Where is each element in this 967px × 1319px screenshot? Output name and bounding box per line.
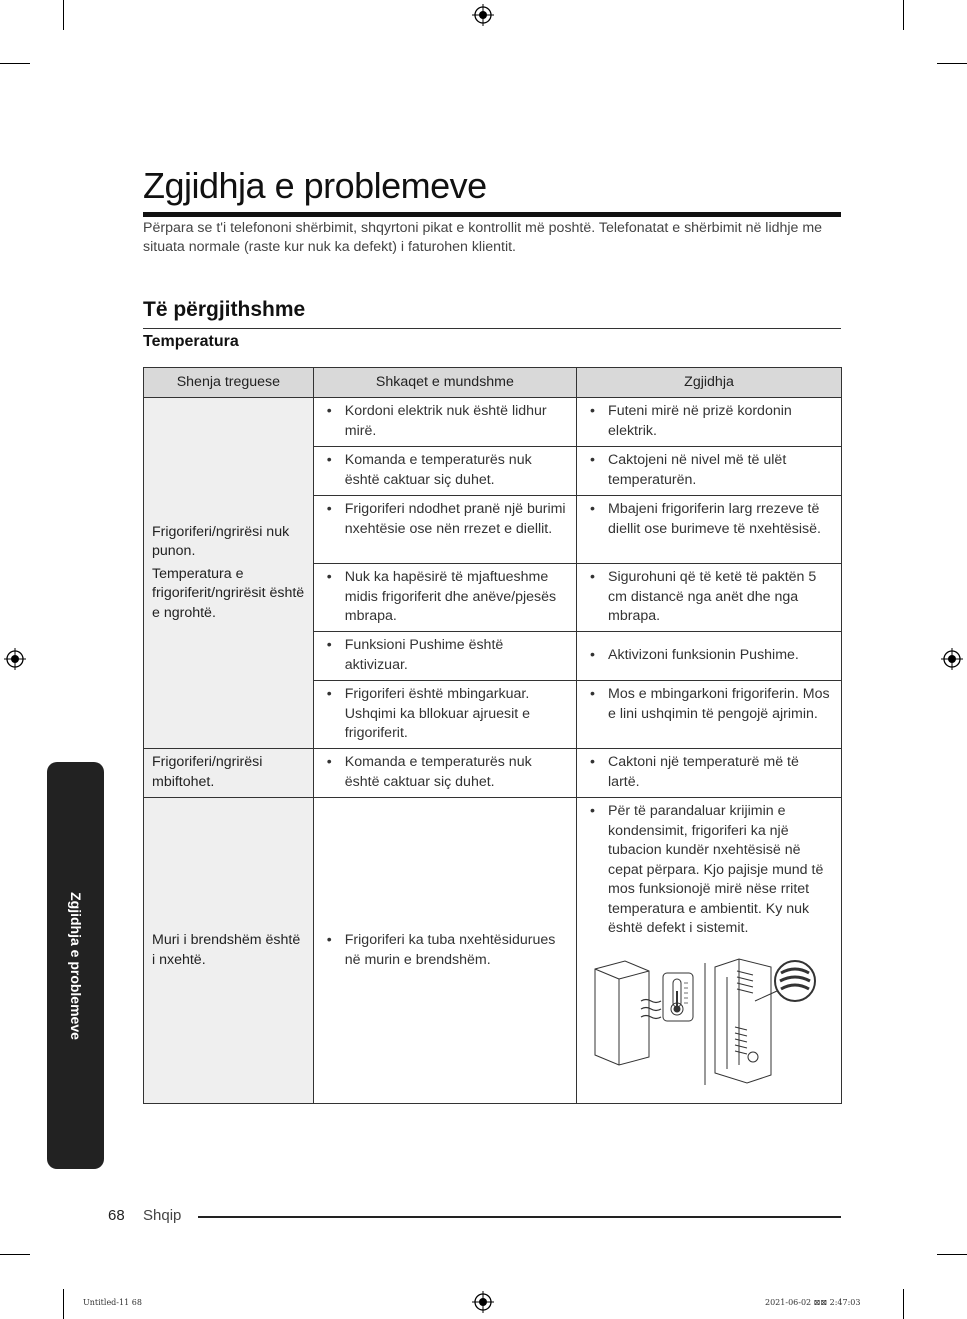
print-info-right: 2021-06-02 ⊠⊠ 2:47:03: [765, 1298, 861, 1307]
crop-mark: [937, 63, 967, 64]
cause-text: Komanda e temperaturës nuk është caktuar siç duhet.: [344, 452, 532, 488]
cause-cell: [313, 681, 576, 749]
bullet: •: [590, 403, 596, 419]
symptom-text: Temperatura e frigoriferit/ngrirësit është e ngrohtë.: [152, 565, 305, 621]
open-fridge-icon: [715, 959, 771, 1083]
bullet: •: [326, 569, 332, 585]
symptom-text: Muri i brendshëm është i nxehtë.: [152, 932, 301, 968]
solution-cell: [577, 749, 842, 798]
table-header-row: [144, 368, 842, 398]
solution-cell: [577, 681, 842, 749]
solution-cell: [577, 564, 842, 632]
crop-mark: [903, 1289, 904, 1319]
page-language: Shqip: [143, 1207, 182, 1224]
footer-rule: [198, 1216, 841, 1218]
symptom-cell: [144, 749, 314, 798]
troubleshooting-table: [143, 367, 842, 1104]
registration-mark-icon: [472, 4, 494, 26]
intro-paragraph: Përpara se t'i telefononi shërbimit, shqyrtoni pikat e kontrollit më poshtë. Telefonatat e shërbimit në lidhje me situata normale (raste kur nuk ka defekt) i faturohen klientit.: [143, 220, 823, 256]
solution-cell: [577, 447, 842, 496]
bullet: •: [326, 754, 332, 770]
cause-text: Frigoriferi është mbingarkuar. Ushqimi ka bllokuar ajruesit e frigoriferit.: [344, 686, 531, 741]
crop-mark: [0, 1254, 30, 1255]
cause-cell: [313, 398, 576, 447]
print-info-left: Untitled-11 68: [83, 1298, 142, 1307]
bullet: •: [590, 501, 596, 517]
solution-text: Për të parandaluar krijimin e kondensimit, frigoriferi ka një tubacion kundër nxehtësisë në cepat përpara. Kjo pajisje mund të mos funksionojë mirë nëse rritet temperatura e ambientit. Ky nuk është defekt i sistemit.: [608, 803, 824, 936]
bullet: •: [590, 452, 596, 468]
solution-text: Mbajeni frigoriferin larg rrezeve të diellit ose burimeve të nxehtësisë.: [608, 501, 821, 537]
solution-text: Caktojeni në nivel më të ulët temperaturën.: [608, 452, 787, 488]
thermometer-icon: [663, 973, 693, 1021]
solution-text: Mos e mbingarkoni frigoriferin. Mos e lini ushqimin të pengojë ajrimin.: [608, 686, 830, 722]
bullet: •: [590, 686, 596, 702]
bullet: •: [326, 932, 332, 948]
cause-cell: [313, 749, 576, 798]
symptom-text: Frigoriferi/ngrirësi nuk punon.: [152, 523, 290, 560]
side-tab-label: Zgjidhja e problemeve: [67, 891, 84, 1040]
registration-mark-icon: [941, 648, 963, 670]
solution-text: Futeni mirë në prizë kordonin elektrik.: [608, 403, 792, 439]
crop-mark: [63, 0, 64, 30]
cause-cell: [313, 447, 576, 496]
solution-text: Caktoni një temperaturë më të lartë.: [608, 754, 799, 790]
crop-mark: [0, 63, 30, 64]
bullet: •: [590, 647, 596, 664]
section-title: Të përgjithshme: [143, 297, 841, 329]
bullet: •: [590, 803, 596, 819]
bullet: •: [326, 501, 332, 517]
fridge-heat-illustration: [587, 957, 822, 1087]
cause-text: Frigoriferi ndodhet pranë një burimi nxehtësie ose nën rrezet e diellit.: [344, 501, 566, 537]
table-row: [144, 749, 842, 798]
solution-cell: [577, 496, 842, 564]
cause-cell: [313, 632, 576, 681]
bullet: •: [590, 569, 596, 585]
registration-mark-icon: [4, 648, 26, 670]
cause-text: Komanda e temperaturës nuk është caktuar siç duhet.: [344, 754, 532, 790]
bullet: •: [326, 686, 332, 702]
registration-mark-icon: [472, 1291, 494, 1313]
bullet: •: [590, 754, 596, 770]
crop-mark: [63, 1289, 64, 1319]
fridge-icon: [595, 961, 649, 1065]
solution-cell: [577, 632, 842, 681]
symptom-cell: [144, 798, 314, 1104]
cause-cell: [313, 496, 576, 564]
solution-cell: [577, 398, 842, 447]
crop-mark: [937, 1254, 967, 1255]
header-cause: Shkaqet e mundshme: [313, 368, 576, 398]
cause-cell: [313, 798, 576, 1104]
page-number: 68: [108, 1207, 125, 1224]
table-row: [144, 798, 842, 1104]
side-chapter-tab: [47, 762, 104, 1169]
symptom-cell: [144, 398, 314, 749]
bullet: •: [326, 452, 332, 468]
solution-text: Sigurohuni që të ketë të paktën 5 cm distancë nga anët dhe nga mbrapa.: [608, 569, 817, 624]
header-symptom: Shenja treguese: [144, 368, 314, 398]
heat-waves-icon: [641, 999, 661, 1018]
symptom-text: Frigoriferi/ngrirësi mbiftohet.: [152, 754, 263, 790]
magnifier-icon: [755, 961, 815, 1001]
table-row: [144, 398, 842, 447]
cause-text: Kordoni elektrik nuk është lidhur mirë.: [344, 403, 547, 439]
solution-text: Aktivizoni funksionin Pushime.: [608, 647, 799, 664]
cause-cell: [313, 564, 576, 632]
page-title: Zgjidhja e problemeve: [143, 164, 841, 217]
cause-text: Funksioni Pushime është aktivizuar.: [344, 637, 504, 673]
solution-cell: [577, 798, 842, 1104]
bullet: •: [326, 637, 332, 653]
subsection-title: Temperatura: [143, 333, 239, 350]
bullet: •: [326, 403, 332, 419]
cause-text: Nuk ka hapësirë të mjaftueshme midis frigoriferit dhe anëve/pjesës mbrapa.: [344, 569, 557, 624]
crop-mark: [903, 0, 904, 30]
cause-text: Frigoriferi ka tuba nxehtësidurues në murin e brendshëm.: [344, 932, 556, 968]
header-solution: Zgjidhja: [577, 368, 842, 398]
